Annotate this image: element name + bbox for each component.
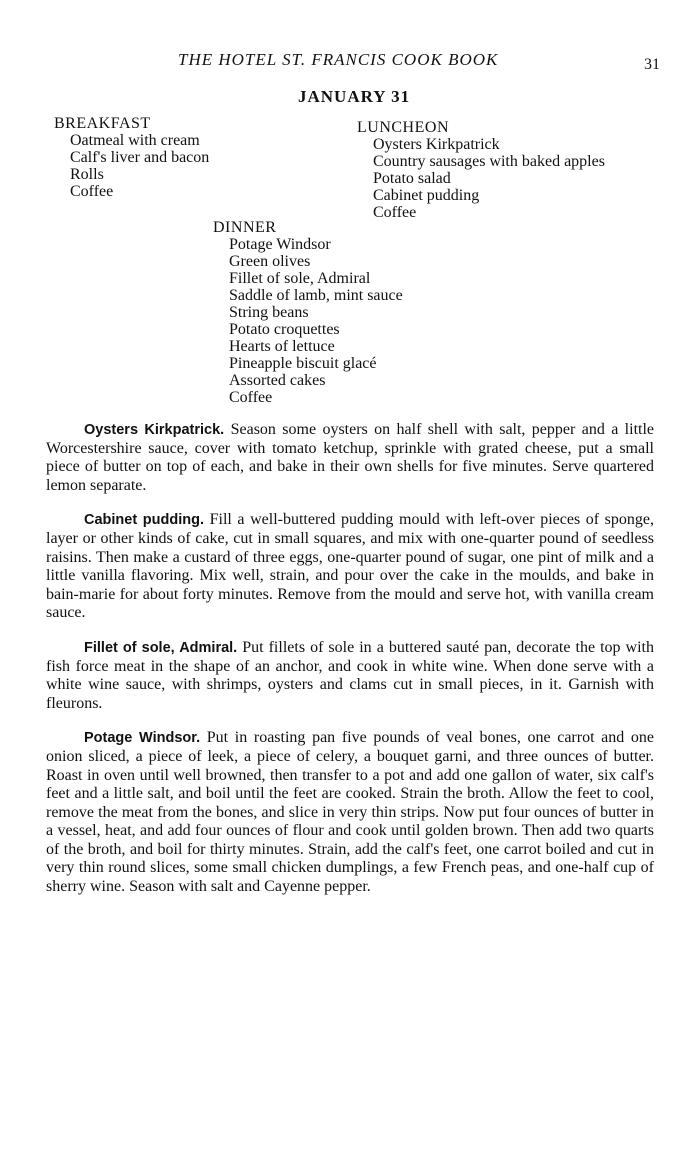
luncheon-item: Oysters Kirkpatrick xyxy=(373,136,500,153)
recipe-title: Oysters Kirkpatrick. xyxy=(84,422,225,438)
breakfast-menu xyxy=(54,115,209,200)
dinner-item: Green olives xyxy=(229,253,311,270)
recipe-paragraph xyxy=(46,639,654,713)
breakfast-item: Oatmeal with cream xyxy=(70,132,200,149)
breakfast-item: Coffee xyxy=(70,183,114,200)
date-title: JANUARY 31 xyxy=(298,87,411,106)
recipe-body: Fill a well-buttered pudding mould with left-over pieces of sponge, layer or other kinds of cake, cut in small squares, and mix with one-quarter pound of seedless raisins. Then make a custard of three eggs, one-quarter pound of sugar, one pint of milk and a little vanilla flavoring. Mix well, strain, and pour over the cake in the moulds, and bake in bain-marie for about forty minutes. Remove from the mould and serve hot, with vanilla cream sauce. xyxy=(46,511,655,622)
recipe-body: Put fillets of sole in a buttered sauté pan, decorate the top with fish force meat in the shape of an anchor, and cook in white wine. When done serve with a white wine sauce, with shrimps, oysters and clams cut in small pieces, in it. Garnish with fleurons. xyxy=(46,638,654,712)
luncheon-item: Cabinet pudding xyxy=(373,187,480,204)
luncheon-heading: LUNCHEON xyxy=(357,119,449,136)
breakfast-heading: BREAKFAST xyxy=(54,115,151,132)
luncheon-item: Potato salad xyxy=(373,170,451,187)
recipe-title: Potage Windsor. xyxy=(84,730,201,747)
recipe-paragraph xyxy=(46,511,654,623)
breakfast-item: Calf's liver and bacon xyxy=(70,149,210,166)
recipe-body: Put in roasting pan five pounds of veal bones, one carrot and one onion sliced, a piece of leek, a piece of celery, a bouquet garni, and three ounces of butter. Roast in oven until well browned, then transfer to a pot and add one gallon of water, six calf's feet and a little salt, and boil until the feet are cooked. Strain the broth. Allow the feet to cool, remove the meat from the bones, and slice in very thin strips. Now put four ounces of butter in a vessel, heat, and add four ounces of flour and cook until golden brown. Then add two quarts of the broth, and boil for thirty minutes. Strain, add the calf's feet, one carrot boiled and cut in very thin round slices, some small chicken dumplings, a few French peas, and one-half cup of sherry wine. Season with salt and Cayenne pepper. xyxy=(46,729,655,896)
recipe-paragraph xyxy=(46,729,654,896)
luncheon-menu xyxy=(357,119,605,221)
luncheon-item: Coffee xyxy=(373,204,417,221)
dinner-item: Assorted cakes xyxy=(229,372,326,389)
dinner-heading: DINNER xyxy=(213,219,277,236)
dinner-item: Saddle of lamb, mint sauce xyxy=(229,287,403,304)
recipe-title: Fillet of sole, Admiral. xyxy=(84,639,238,656)
luncheon-item: Country sausages with baked apples xyxy=(373,153,605,170)
dinner-item: Coffee xyxy=(229,389,273,406)
running-title: THE HOTEL ST. FRANCIS COOK BOOK xyxy=(178,50,499,69)
page-number: 31 xyxy=(644,56,660,73)
dinner-item: Potato croquettes xyxy=(229,321,340,338)
dinner-item: Potage Windsor xyxy=(229,236,331,253)
dinner-menu xyxy=(213,219,403,406)
breakfast-item: Rolls xyxy=(70,166,104,183)
dinner-item: Fillet of sole, Admiral xyxy=(229,270,371,287)
dinner-item: String beans xyxy=(229,304,309,321)
dinner-item: Hearts of lettuce xyxy=(229,338,335,355)
dinner-item: Pineapple biscuit glacé xyxy=(229,355,377,372)
recipes-section xyxy=(46,421,654,913)
recipe-title: Cabinet pudding. xyxy=(84,512,204,529)
recipe-body: Season some oysters on half shell with salt, pepper and a little Worcestershire sauce, cover with tomato ketchup, sprinkle with grated cheese, put a small piece of butter on top of each, and bake in their own shells for five minutes. Serve quartered lemon separate. xyxy=(46,421,655,494)
recipe-paragraph xyxy=(46,421,654,495)
